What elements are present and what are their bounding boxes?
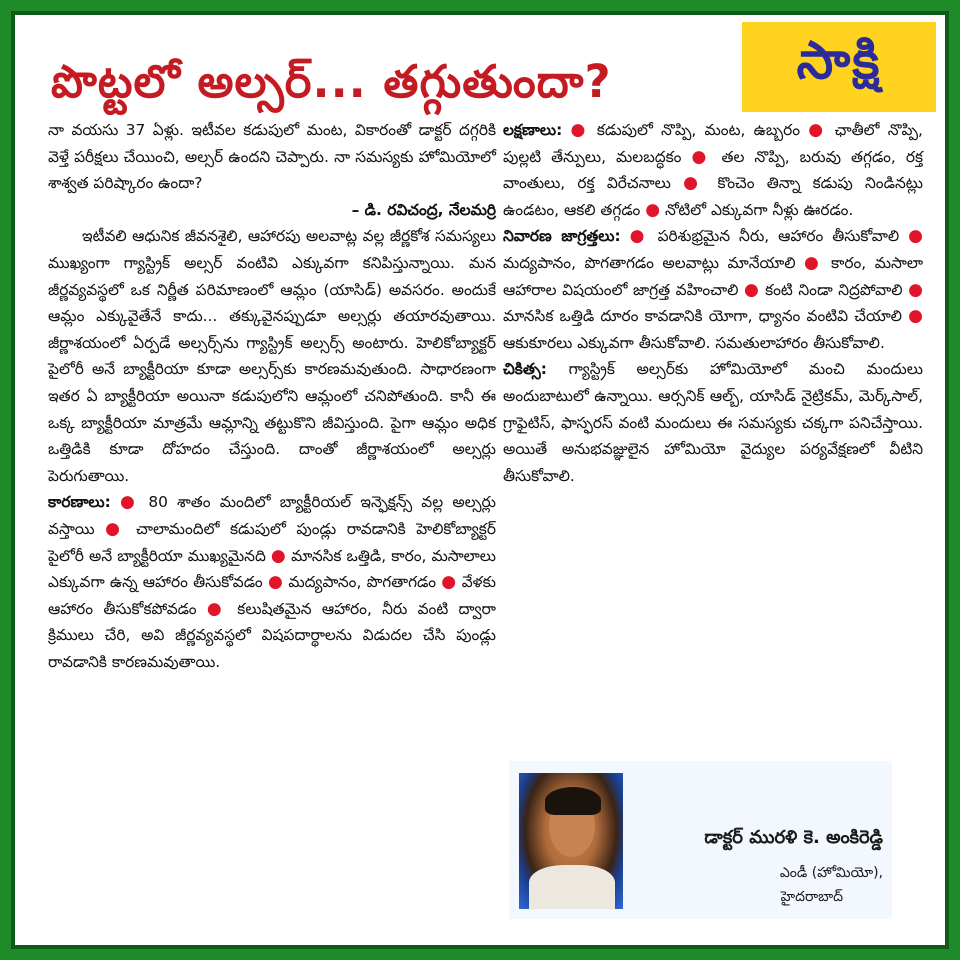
prevention-label: నివారణ జాగ్రత్తలు:	[503, 227, 621, 246]
causes-section	[48, 489, 496, 675]
bullet-icon: ●	[691, 146, 712, 167]
bullet-icon: ●	[683, 173, 706, 194]
cause-item: వేళకు ఆహారం తీసుకోకపోవడం	[48, 573, 496, 618]
author-box	[509, 761, 892, 919]
cause-item: మానసిక ఒత్తిడి, కారం, మసాలాలు ఎక్కువగా ఉన్న ఆహారం తీసుకోవడం	[48, 546, 496, 592]
bullet-icon: ●	[570, 120, 589, 140]
prevention-item: మానసిక ఒత్తిడి దూరం కావడానికి యోగా, ధ్యానం వంటివి చేయాలి	[503, 307, 902, 326]
cause-item: కలుషితమైన ఆహారం, నీరు వంటి ద్వారా క్రిములు చేరి, అవి జీర్ణవ్యవస్థలో విషపదార్థాలను విడుదల చేసి పుండ్లు రావడానికి కారణమవుతాయి.	[48, 599, 496, 671]
cause-item: మద్యపానం, పొగతాగడం	[288, 573, 437, 592]
symptom-item: ఛాతీలో నొప్పి, పుల్లటి తేన్పులు, మలబద్ధకం	[503, 121, 923, 166]
treatment-text: గ్యాస్ట్రిక్ అల్సర్‌కు హోమియోలో మంచి మందులు అందుబాటులో ఉన్నాయి. ఆర్సనిక్ ఆల్బ్, యాసిడ్ నైట్రికమ్, మెర్క్‌సాల్, గ్రాఫైటిస్, ఫాస్ఫరస్ వంటి మందులు ఈ సమస్యకు చక్కగా పనిచేస్తాయి. అయితే అనుభవజ్ఞులైన హోమియో వైద్యుల పర్యవేక్షణలో వీటిని తీసుకోవాలి.	[503, 360, 923, 485]
symptoms-section	[503, 117, 923, 223]
bullet-icon: ●	[105, 518, 126, 539]
author-name: డాక్టర్ మురళి కె. అంకిరెడ్డి	[704, 827, 883, 848]
bullet-icon: ●	[270, 545, 286, 566]
bullet-icon: ●	[908, 226, 923, 247]
author-photo-hair	[545, 787, 601, 815]
cause-item: 80 శాతం మందిలో బ్యాక్టీరియల్ ఇన్ఫెక్షన్స్ వల్ల అల్సర్లు వస్తాయి	[48, 493, 496, 538]
symptom-item: కడుపులో నొప్పి, మంట, ఉబ్బరం	[596, 121, 801, 139]
bullet-icon: ●	[120, 492, 140, 513]
left-column	[48, 117, 496, 675]
bullet-icon: ●	[808, 120, 827, 140]
bullet-icon: ●	[743, 279, 760, 300]
symptom-item: నోటిలో ఎక్కువగా నీళ్లు ఊరడం.	[665, 200, 854, 219]
prevention-section	[503, 223, 923, 356]
bullet-icon: ●	[206, 598, 228, 619]
prevention-item: కంటి నిండా నిద్రపోవాలి	[765, 280, 903, 299]
logo-text: సాక్షి	[796, 30, 882, 91]
author-city: హైదరాబాద్	[780, 889, 843, 905]
symptoms-label: లక్షణాలు:	[503, 121, 563, 139]
symptom-item: తల నొప్పి, బరువు తగ్గడం, రక్త వాంతులు, రక్త విరేచనాలు	[503, 147, 923, 193]
treatment-section	[503, 356, 923, 489]
right-column	[503, 117, 923, 489]
sakshi-logo	[742, 22, 936, 112]
cause-item: చాలామందిలో కడుపులో పుండ్లు రావడానికి హెలికోబ్యాక్టర్ పైలోరీ అనే బ్యాక్టీరియా ముఖ్యమైనది	[48, 519, 496, 565]
prevention-item: పరిశుభ్రమైన నీరు, ఆహారం తీసుకోవాలి	[657, 227, 900, 246]
question-asker: – డి. రవిచంద్ర, నేలమర్రి	[351, 200, 496, 219]
author-photo	[519, 773, 623, 909]
answer-intro: ఇటీవలి ఆధునిక జీవనశైలి, ఆహారపు అలవాట్ల వల్ల జీర్ణకోశ సమస్యలు ముఖ్యంగా గ్యాస్ట్రిక్ అల్సర్ వంటివి ఎక్కువగా కనిపిస్తున్నాయి. మన జీర్ణవ్యవస్థలో ఒక నిర్ణీత పరిమాణంలో ఆమ్లం (యాసిడ్) అవసరం. అందుకే ఆమ్లం ఎక్కువైతేనే కాదు... తక్కువైనప్పుడూ అల్సర్లు తయారవుతాయి. జీర్ణాశయంలో ఏర్పడే అల్సర్స్‌ను గ్యాస్ట్రిక్ అల్సర్స్ అంటారు. హెలికోబ్యాక్టర్ పైలోరీ అనే బ్యాక్టీరియా కూడా అల్సర్స్‌కు కారణమవుతుంది. సాధారణంగా ఇతర ఏ బ్యాక్టీరియా అయినా కడుపులోని ఆమ్లంలో చనిపోతుంది. కానీ ఈ ఒక్క బ్యాక్టీరియా మాత్రమే ఆమ్లాన్ని తట్టుకొని జీవిస్తుంది. పైగా ఆమ్లం అధిక ఒత్తిడికి కూడా దోహదం చేస్తుంది. దాంతో జీర్ణాశయంలో అల్సర్లు పెరుగుతాయి.	[48, 227, 496, 485]
author-degree: ఎండీ (హోమియో),	[779, 865, 883, 881]
bullet-icon: ●	[908, 279, 923, 300]
headline: పొట్టలో అల్సర్... తగ్గుతుందా?	[51, 55, 612, 108]
bullet-icon: ●	[441, 572, 457, 593]
author-photo-shirt	[529, 865, 615, 909]
treatment-label: చికిత్స:	[503, 360, 547, 379]
bullet-icon: ●	[804, 252, 823, 273]
bullet-icon: ●	[645, 199, 661, 220]
reader-question: నా వయసు 37 ఏళ్లు. ఇటీవల కడుపులో మంట, వికారంతో డాక్టర్ దగ్గరికి వెళ్తే పరీక్షలు చేయించి, అల్సర్ ఉందని చెప్పారు. నా సమస్యకు హోమియోలో శాశ్వత పరిష్కారం ఉందా?	[48, 121, 496, 193]
symptom-item: కొంచెం తిన్నా కడుపు నిండినట్లు ఉండటం, ఆకలి తగ్గడం	[503, 174, 923, 219]
prevention-item: ఆకుకూరలు ఎక్కువగా తీసుకోవాలి. సమతులాహారం తీసుకోవాలి.	[503, 333, 885, 352]
bullet-icon: ●	[267, 572, 284, 593]
causes-label: కారణాలు:	[48, 493, 111, 512]
prevention-item: కారం, మసాలా ఆహారాల విషయంలో జాగ్రత్త వహించాలి	[503, 253, 923, 299]
bullet-icon: ●	[629, 226, 649, 247]
bullet-icon: ●	[908, 306, 923, 327]
prevention-item: మద్యపానం, పొగతాగడం అలవాట్లు మానేయాలి	[503, 253, 796, 272]
article-page	[11, 11, 949, 949]
